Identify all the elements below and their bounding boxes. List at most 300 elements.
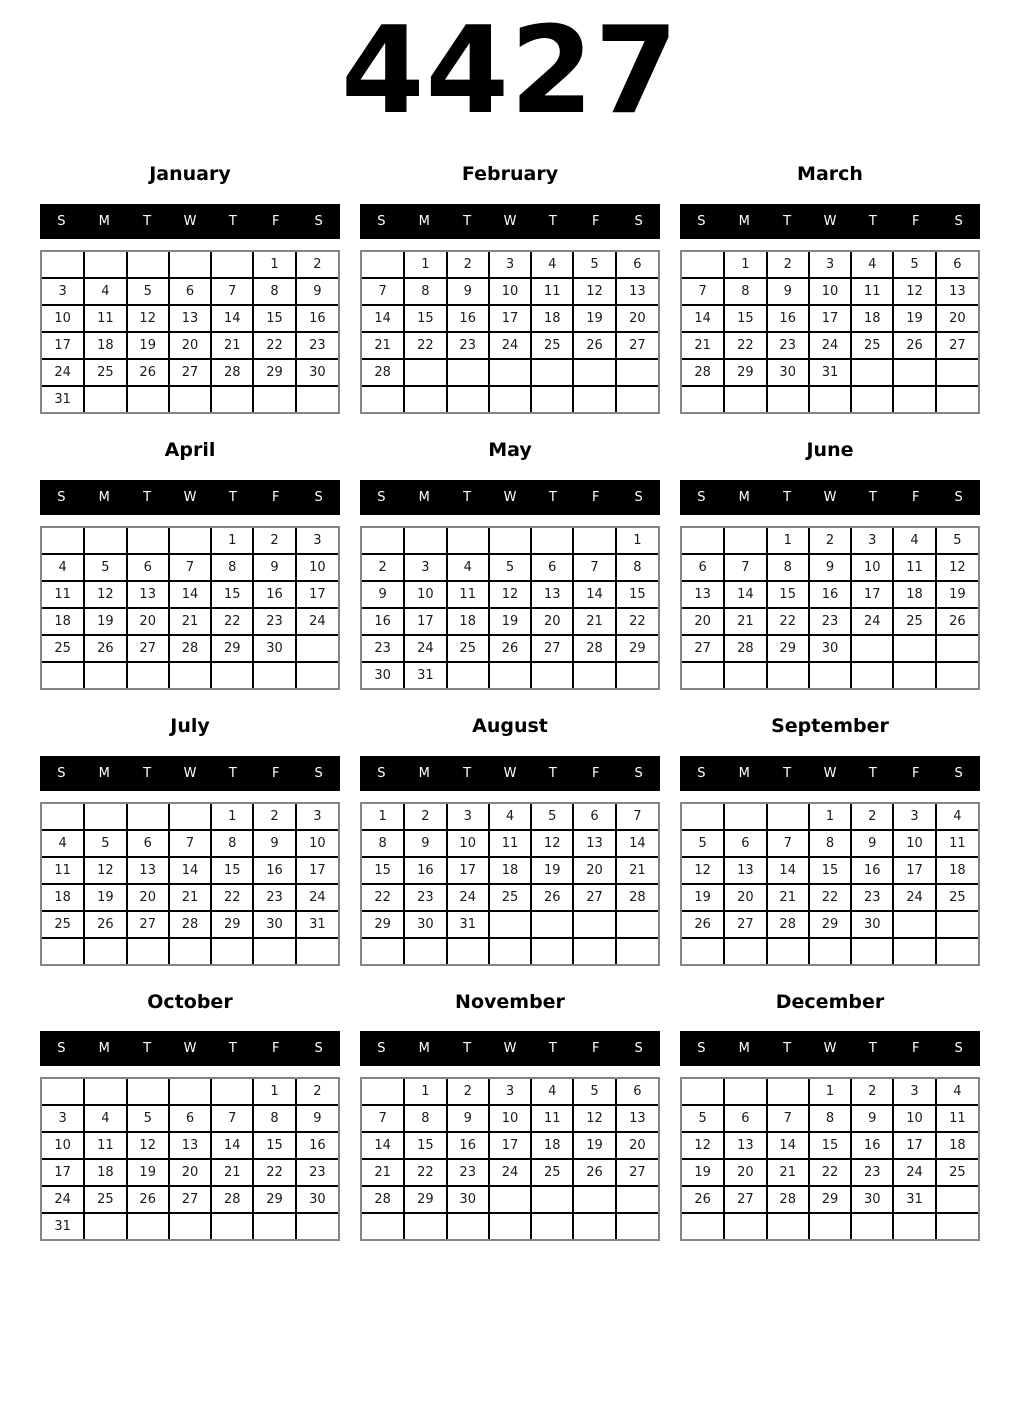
day-cell: 26 (573, 1159, 615, 1186)
empty-day-cell (127, 804, 169, 830)
weekday-header (360, 756, 660, 791)
day-cell: 15 (767, 581, 809, 608)
day-cell: 31 (447, 911, 489, 938)
day-cell: 28 (169, 911, 211, 938)
day-cell: 23 (447, 332, 489, 359)
calendar-grid (682, 528, 978, 688)
day-cell: 15 (362, 857, 404, 884)
weekday-header (680, 204, 980, 239)
day-cell: 27 (936, 332, 978, 359)
day-cell: 9 (809, 554, 851, 581)
day-cell: 21 (724, 608, 766, 635)
calendar-grid (682, 804, 978, 964)
weekday-header (680, 480, 980, 515)
day-cell: 31 (893, 1186, 935, 1213)
calendar-grid (682, 1079, 978, 1239)
day-cell: 7 (616, 804, 658, 830)
week-row (42, 938, 338, 964)
month-title: August (472, 714, 548, 737)
week-row (42, 857, 338, 884)
day-cell: 16 (851, 1132, 893, 1159)
day-cell: 7 (573, 554, 615, 581)
day-cell: 12 (573, 278, 615, 305)
day-cell: 9 (404, 830, 446, 857)
week-row (682, 857, 978, 884)
weekday-label: T (463, 489, 472, 505)
day-cell: 12 (682, 1132, 724, 1159)
day-cell: 14 (211, 1132, 253, 1159)
day-cell: 23 (447, 1159, 489, 1186)
day-cell: 24 (447, 884, 489, 911)
day-cell: 14 (211, 305, 253, 332)
day-cell: 27 (169, 359, 211, 386)
week-row (42, 830, 338, 857)
day-cell: 24 (296, 608, 338, 635)
week-row (362, 1186, 658, 1213)
week-row (362, 305, 658, 332)
week-row (42, 581, 338, 608)
day-cell: 11 (84, 1132, 126, 1159)
day-cell: 15 (253, 1132, 295, 1159)
day-cell: 7 (169, 554, 211, 581)
weekday-label: F (591, 765, 600, 781)
week-row (362, 1079, 658, 1105)
month-may (360, 440, 660, 690)
day-cell: 21 (682, 332, 724, 359)
day-cell: 5 (682, 830, 724, 857)
weekday-label: T (548, 213, 557, 229)
day-cell: 16 (362, 608, 404, 635)
empty-day-cell (169, 804, 211, 830)
weekday-header (680, 756, 980, 791)
weekday-header (680, 1031, 980, 1066)
day-cell: 15 (809, 1132, 851, 1159)
day-cell: 8 (362, 830, 404, 857)
weekday-label: W (823, 765, 837, 781)
weekday-label: T (463, 765, 472, 781)
week-row (42, 911, 338, 938)
day-cell: 16 (253, 581, 295, 608)
empty-day-cell (362, 386, 404, 412)
week-row (682, 1105, 978, 1132)
week-row (682, 911, 978, 938)
day-cell: 4 (936, 1079, 978, 1105)
calendar-grid (42, 804, 338, 964)
empty-day-cell (809, 1213, 851, 1239)
months-grid (40, 164, 980, 1241)
empty-day-cell (489, 938, 531, 964)
empty-day-cell (253, 662, 295, 688)
empty-day-cell (404, 359, 446, 386)
day-cell: 12 (84, 857, 126, 884)
empty-day-cell (893, 911, 935, 938)
week-row (42, 884, 338, 911)
day-cell: 25 (447, 635, 489, 662)
day-cell: 18 (84, 332, 126, 359)
day-cell: 4 (42, 830, 84, 857)
week-row (42, 554, 338, 581)
day-cell: 18 (447, 608, 489, 635)
empty-day-cell (489, 528, 531, 554)
day-cell: 29 (253, 359, 295, 386)
month-title: September (771, 714, 889, 737)
empty-day-cell (682, 252, 724, 278)
day-cell: 30 (296, 359, 338, 386)
day-cell: 24 (404, 635, 446, 662)
day-cell: 5 (682, 1105, 724, 1132)
weekday-header (360, 480, 660, 515)
day-cell: 9 (767, 278, 809, 305)
week-row (362, 1213, 658, 1239)
day-cell: 7 (767, 1105, 809, 1132)
weekday-label: T (463, 213, 472, 229)
weekday-label: T (548, 765, 557, 781)
day-cell: 28 (362, 359, 404, 386)
day-cell: 24 (489, 332, 531, 359)
weekday-label: M (738, 765, 750, 781)
day-cell: 30 (253, 911, 295, 938)
empty-day-cell (851, 662, 893, 688)
weekday-label: S (954, 213, 963, 229)
week-row (42, 359, 338, 386)
day-cell: 14 (767, 857, 809, 884)
empty-day-cell (447, 1213, 489, 1239)
day-cell: 1 (767, 528, 809, 554)
empty-day-cell (724, 386, 766, 412)
day-cell: 25 (936, 1159, 978, 1186)
day-cell: 1 (616, 528, 658, 554)
day-cell: 29 (724, 359, 766, 386)
empty-day-cell (296, 635, 338, 662)
empty-day-cell (84, 804, 126, 830)
day-cell: 20 (682, 608, 724, 635)
day-cell: 19 (573, 305, 615, 332)
empty-day-cell (42, 662, 84, 688)
weekday-label: M (738, 1041, 750, 1057)
day-cell: 8 (404, 1105, 446, 1132)
day-cell: 7 (767, 830, 809, 857)
day-cell: 9 (253, 554, 295, 581)
calendar-grid (42, 1079, 338, 1239)
day-cell: 3 (447, 804, 489, 830)
day-cell: 10 (489, 1105, 531, 1132)
weekday-label: F (271, 765, 280, 781)
day-cell: 26 (127, 1186, 169, 1213)
day-cell: 30 (809, 635, 851, 662)
week-row (362, 884, 658, 911)
empty-day-cell (211, 662, 253, 688)
day-cell: 2 (296, 252, 338, 278)
week-row (362, 278, 658, 305)
day-cell: 15 (616, 581, 658, 608)
day-cell: 20 (573, 857, 615, 884)
week-row (682, 1186, 978, 1213)
month-november (360, 992, 660, 1242)
week-row (362, 830, 658, 857)
empty-day-cell (724, 938, 766, 964)
week-row (682, 359, 978, 386)
day-cell: 7 (682, 278, 724, 305)
empty-day-cell (169, 938, 211, 964)
day-cell: 27 (573, 884, 615, 911)
day-cell: 25 (936, 884, 978, 911)
day-cell: 3 (893, 804, 935, 830)
weekday-label: S (634, 489, 643, 505)
weekday-label: S (314, 1041, 323, 1057)
week-row (42, 528, 338, 554)
day-cell: 2 (447, 1079, 489, 1105)
empty-day-cell (573, 938, 615, 964)
day-cell: 21 (767, 1159, 809, 1186)
day-cell: 22 (809, 1159, 851, 1186)
empty-day-cell (616, 359, 658, 386)
week-row (682, 278, 978, 305)
empty-day-cell (936, 635, 978, 662)
empty-day-cell (893, 386, 935, 412)
empty-day-cell (127, 1079, 169, 1105)
week-row (362, 581, 658, 608)
day-cell: 23 (767, 332, 809, 359)
week-row (362, 938, 658, 964)
week-row (362, 359, 658, 386)
day-cell: 24 (296, 884, 338, 911)
weekday-label: T (868, 213, 877, 229)
day-cell: 9 (253, 830, 295, 857)
empty-day-cell (296, 1213, 338, 1239)
weekday-label: M (418, 213, 430, 229)
week-row (682, 581, 978, 608)
day-cell: 17 (447, 857, 489, 884)
day-cell: 12 (84, 581, 126, 608)
day-cell: 20 (169, 332, 211, 359)
day-cell: 14 (169, 857, 211, 884)
day-cell: 25 (893, 608, 935, 635)
weekday-label: W (823, 213, 837, 229)
day-cell: 17 (893, 857, 935, 884)
week-row (362, 528, 658, 554)
day-cell: 21 (169, 884, 211, 911)
weekday-label: W (503, 213, 517, 229)
day-cell: 16 (404, 857, 446, 884)
empty-day-cell (682, 938, 724, 964)
day-cell: 20 (127, 884, 169, 911)
day-cell: 9 (447, 278, 489, 305)
day-cell: 27 (169, 1186, 211, 1213)
empty-day-cell (127, 386, 169, 412)
day-cell: 9 (851, 1105, 893, 1132)
empty-day-cell (169, 1079, 211, 1105)
day-cell: 8 (211, 830, 253, 857)
day-cell: 3 (296, 804, 338, 830)
empty-day-cell (851, 386, 893, 412)
day-cell: 2 (253, 804, 295, 830)
day-cell: 21 (169, 608, 211, 635)
day-cell: 11 (531, 278, 573, 305)
month-title: January (149, 163, 231, 185)
empty-day-cell (127, 662, 169, 688)
empty-day-cell (169, 386, 211, 412)
day-cell: 19 (682, 884, 724, 911)
day-cell: 18 (936, 857, 978, 884)
empty-day-cell (42, 252, 84, 278)
week-row (362, 386, 658, 412)
weekday-header (40, 756, 340, 791)
day-cell: 5 (127, 278, 169, 305)
empty-day-cell (851, 938, 893, 964)
day-cell: 6 (724, 1105, 766, 1132)
day-cell: 23 (851, 1159, 893, 1186)
empty-day-cell (447, 386, 489, 412)
day-cell: 10 (489, 278, 531, 305)
week-row (362, 608, 658, 635)
month-august (360, 716, 660, 966)
week-row (682, 830, 978, 857)
weekday-label: W (823, 1041, 837, 1057)
month-april (40, 440, 340, 690)
week-row (42, 804, 338, 830)
empty-day-cell (616, 911, 658, 938)
empty-day-cell (936, 386, 978, 412)
day-cell: 25 (42, 635, 84, 662)
day-cell: 2 (851, 1079, 893, 1105)
day-cell: 8 (253, 1105, 295, 1132)
day-cell: 6 (169, 278, 211, 305)
day-cell: 13 (616, 1105, 658, 1132)
day-cell: 17 (851, 581, 893, 608)
day-cell: 24 (893, 884, 935, 911)
day-cell: 8 (767, 554, 809, 581)
weekday-label: F (591, 1041, 600, 1057)
day-cell: 4 (447, 554, 489, 581)
calendar-grid (42, 252, 338, 412)
day-cell: 26 (531, 884, 573, 911)
empty-day-cell (767, 662, 809, 688)
day-cell: 3 (809, 252, 851, 278)
empty-day-cell (127, 252, 169, 278)
weekday-label: W (503, 1041, 517, 1057)
day-cell: 26 (682, 1186, 724, 1213)
day-cell: 22 (211, 608, 253, 635)
day-cell: 28 (767, 1186, 809, 1213)
week-row (42, 332, 338, 359)
day-cell: 1 (724, 252, 766, 278)
empty-day-cell (573, 386, 615, 412)
month-december (680, 992, 980, 1242)
empty-day-cell (851, 359, 893, 386)
day-cell: 25 (531, 1159, 573, 1186)
weekday-label: T (143, 213, 152, 229)
day-cell: 30 (253, 635, 295, 662)
day-cell: 21 (573, 608, 615, 635)
weekday-label: M (738, 489, 750, 505)
day-cell: 1 (809, 1079, 851, 1105)
week-row (682, 332, 978, 359)
day-cell: 7 (169, 830, 211, 857)
calendar-grid-frame (360, 802, 660, 966)
empty-day-cell (211, 1213, 253, 1239)
day-cell: 10 (42, 305, 84, 332)
day-cell: 25 (84, 1186, 126, 1213)
day-cell: 21 (362, 1159, 404, 1186)
day-cell: 13 (724, 1132, 766, 1159)
day-cell: 11 (893, 554, 935, 581)
week-row (682, 1132, 978, 1159)
day-cell: 26 (489, 635, 531, 662)
empty-day-cell (169, 252, 211, 278)
empty-day-cell (127, 528, 169, 554)
day-cell: 8 (724, 278, 766, 305)
day-cell: 1 (253, 1079, 295, 1105)
month-title: May (488, 438, 532, 461)
day-cell: 13 (616, 278, 658, 305)
empty-day-cell (362, 1079, 404, 1105)
day-cell: 9 (851, 830, 893, 857)
day-cell: 26 (682, 911, 724, 938)
day-cell: 14 (362, 305, 404, 332)
weekday-label: S (57, 489, 66, 505)
day-cell: 29 (809, 1186, 851, 1213)
day-cell: 20 (616, 305, 658, 332)
week-row (42, 635, 338, 662)
day-cell: 14 (362, 1132, 404, 1159)
weekday-label: F (911, 213, 920, 229)
empty-day-cell (531, 386, 573, 412)
day-cell: 12 (893, 278, 935, 305)
weekday-header (40, 204, 340, 239)
day-cell: 19 (489, 608, 531, 635)
day-cell: 22 (253, 332, 295, 359)
empty-day-cell (893, 359, 935, 386)
day-cell: 26 (893, 332, 935, 359)
day-cell: 31 (42, 386, 84, 412)
day-cell: 16 (447, 305, 489, 332)
day-cell: 6 (616, 1079, 658, 1105)
week-row (42, 252, 338, 278)
day-cell: 5 (489, 554, 531, 581)
day-cell: 24 (489, 1159, 531, 1186)
weekday-label: S (634, 1041, 643, 1057)
day-cell: 7 (211, 278, 253, 305)
day-cell: 3 (893, 1079, 935, 1105)
empty-day-cell (936, 938, 978, 964)
day-cell: 7 (362, 1105, 404, 1132)
day-cell: 10 (851, 554, 893, 581)
weekday-label: M (98, 765, 110, 781)
empty-day-cell (531, 359, 573, 386)
day-cell: 5 (127, 1105, 169, 1132)
day-cell: 16 (851, 857, 893, 884)
day-cell: 9 (362, 581, 404, 608)
day-cell: 22 (767, 608, 809, 635)
day-cell: 14 (724, 581, 766, 608)
day-cell: 9 (296, 278, 338, 305)
empty-day-cell (531, 528, 573, 554)
day-cell: 21 (211, 1159, 253, 1186)
weekday-label: W (183, 213, 197, 229)
day-cell: 1 (809, 804, 851, 830)
day-cell: 1 (404, 252, 446, 278)
day-cell: 22 (616, 608, 658, 635)
day-cell: 22 (809, 884, 851, 911)
day-cell: 11 (531, 1105, 573, 1132)
week-row (682, 1079, 978, 1105)
empty-day-cell (447, 938, 489, 964)
week-row (42, 1079, 338, 1105)
month-july (40, 716, 340, 966)
calendar-grid-frame (360, 250, 660, 414)
day-cell: 28 (616, 884, 658, 911)
empty-day-cell (489, 662, 531, 688)
